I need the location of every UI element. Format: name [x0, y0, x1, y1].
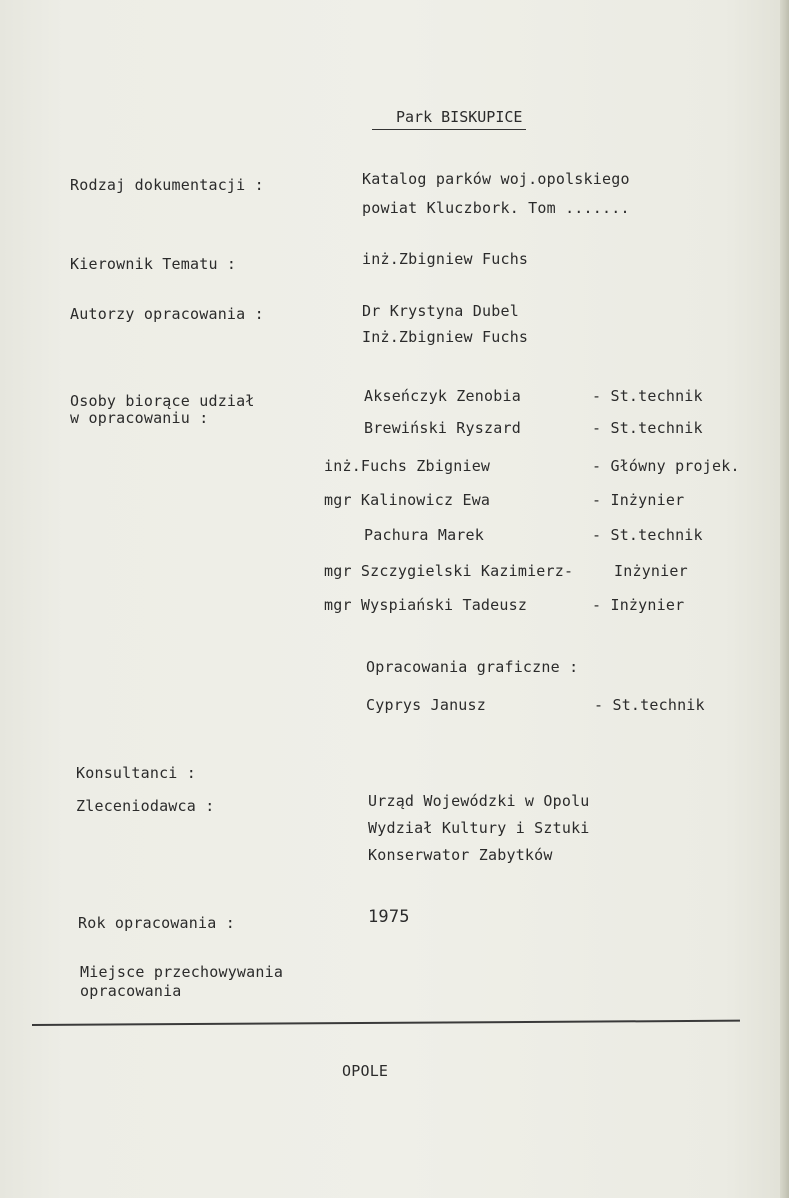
consultants-label: Konsultanci :	[76, 764, 196, 782]
commissioner-value-3: Konserwator Zabytków	[368, 846, 553, 864]
person-role: - Inżynier	[592, 491, 685, 509]
person-name: mgr Kalinowicz Ewa	[324, 491, 491, 509]
doc-type-value-1: Katalog parków woj.opolskiego	[362, 170, 630, 188]
graphics-role: - St.technik	[594, 696, 705, 714]
year-label: Rok opracowania :	[78, 914, 235, 932]
person-role: - St.technik	[592, 419, 703, 437]
storage-label-1: Miejsce przechowywania	[80, 963, 284, 981]
person-role: - St.technik	[592, 387, 703, 405]
footer-divider	[32, 1020, 740, 1026]
person-name: mgr Wyspiański Tadeusz	[324, 596, 528, 614]
person-name: Pachura Marek	[364, 526, 484, 544]
participants-label-2: w opracowaniu :	[70, 409, 209, 427]
commissioner-label: Zleceniodawca :	[76, 797, 215, 815]
document-title: Park BISKUPICE	[372, 108, 526, 130]
person-role: - St.technik	[592, 526, 703, 544]
footer-city: OPOLE	[342, 1062, 389, 1080]
person-name: mgr Szczygielski Kazimierz-	[324, 562, 574, 580]
authors-value-2: Inż.Zbigniew Fuchs	[362, 328, 529, 346]
person-role: - Główny projek.	[592, 457, 740, 475]
authors-value-1: Dr Krystyna Dubel	[362, 302, 519, 320]
graphics-heading: Opracowania graficzne :	[366, 658, 579, 676]
storage-label-2: opracowania	[80, 982, 182, 1000]
person-name: Brewiński Ryszard	[364, 419, 521, 437]
doc-type-label: Rodzaj dokumentacji :	[70, 176, 264, 194]
head-value: inż.Zbigniew Fuchs	[362, 250, 529, 268]
commissioner-value-1: Urząd Wojewódzki w Opolu	[368, 792, 590, 810]
person-role: - Inżynier	[592, 596, 685, 614]
year-value: 1975	[368, 907, 410, 927]
page-edge-shadow	[780, 0, 789, 1198]
person-role: Inżynier	[614, 562, 688, 580]
graphics-name: Cyprys Janusz	[366, 696, 486, 714]
authors-label: Autorzy opracowania :	[70, 305, 264, 323]
participants-label-1: Osoby biorące udział	[70, 392, 255, 410]
commissioner-value-2: Wydział Kultury i Sztuki	[368, 819, 590, 837]
person-name: Akseńczyk Zenobia	[364, 387, 521, 405]
doc-type-value-2: powiat Kluczbork. Tom .......	[362, 199, 630, 217]
head-label: Kierownik Tematu :	[70, 255, 237, 273]
person-name: inż.Fuchs Zbigniew	[324, 457, 491, 475]
